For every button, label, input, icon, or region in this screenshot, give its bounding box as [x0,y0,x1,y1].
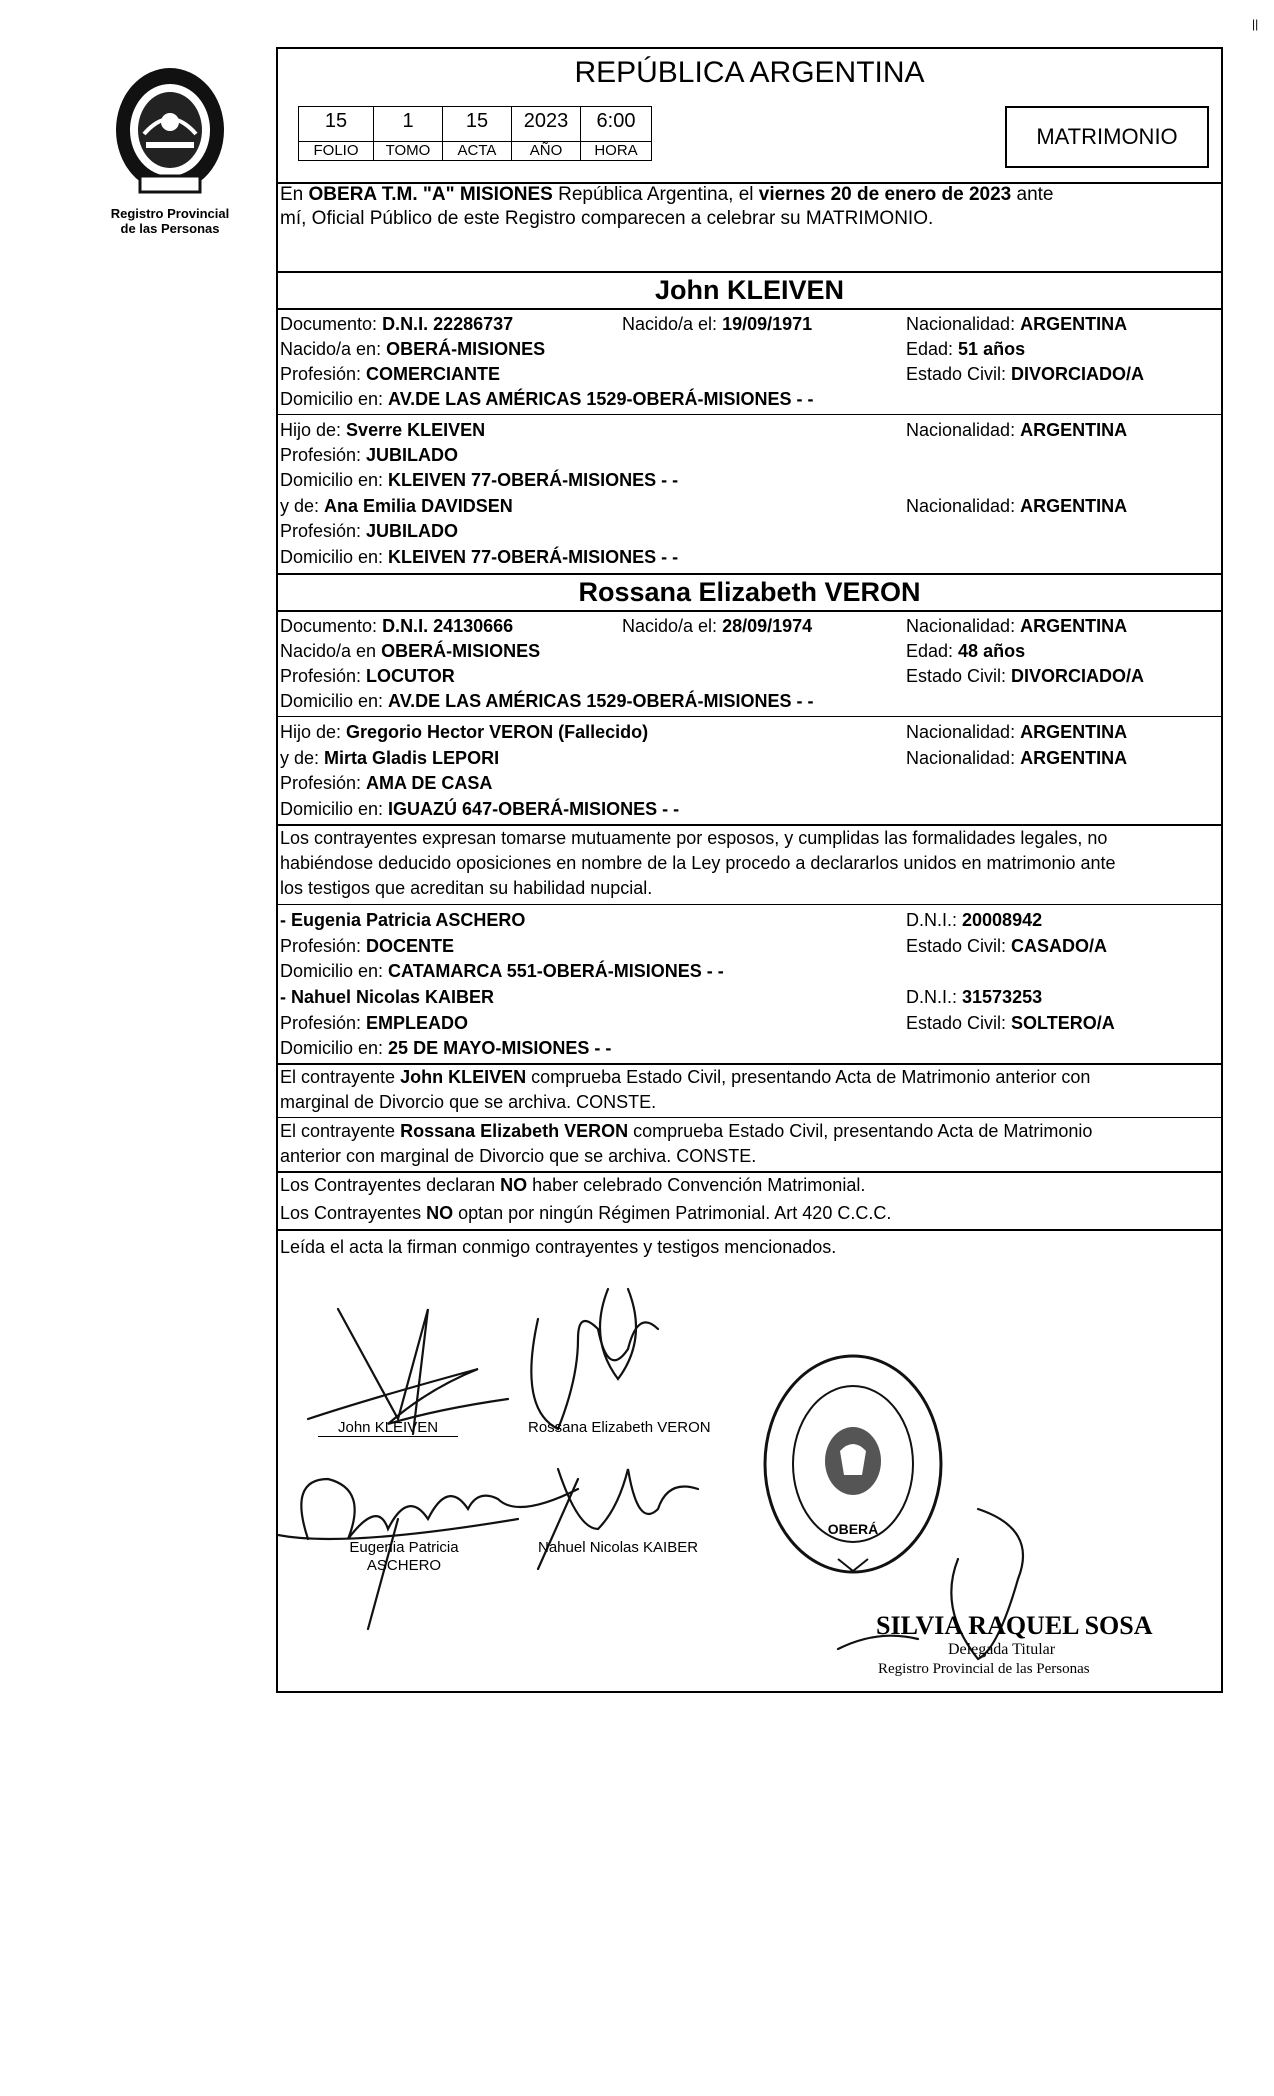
certificate-frame [276,47,1223,1693]
groom-mother: y de: Ana Emilia DAVIDSEN [280,496,513,516]
logo-line-1: Registro Provincial [110,206,230,221]
bride-birthplace: Nacido/a en OBERÁ-MISIONES [280,641,541,661]
bride-document: Documento: D.N.I. 24130666 [280,616,514,636]
logo-line-2: de las Personas [120,221,220,236]
record-type-box: MATRIMONIO [1005,106,1209,168]
official-role: Delegada Titular [948,1641,1056,1658]
corner-mark: || [1252,17,1259,31]
province-seal-icon [100,64,240,204]
closing-statement: Leída el acta la firman conmigo contrayentes y testigos mencionados. [280,1237,837,1257]
groom-address: Domicilio en: AV.DE LAS AMÉRICAS 1529-OBERÁ-MISIONES - - [280,389,814,409]
note-regime: Los Contrayentes NO optan por ningún Régimen Patrimonial. Art 420 C.C.C. [280,1203,892,1223]
hora-label: HORA [580,141,652,161]
intro-line-2: mí, Oficial Público de este Registro comparecen a celebrar su MATRIMONIO. [280,208,934,229]
bride-birthdate: Nacido/a el: 28/09/1974 [622,616,813,636]
folio-value: 15 [298,106,374,142]
folio-label: FOLIO [298,141,374,161]
bride-age: Edad: 48 años [906,641,1026,661]
ano-label: AÑO [511,141,581,161]
signature-label-witness-2: Nahuel Nicolas KAIBER [538,1539,699,1556]
groom-profession: Profesión: COMERCIANTE [280,364,501,384]
bride-mother-nationality: Nacionalidad: ARGENTINA [906,748,1128,768]
declaration-line-1: Los contrayentes expresan tomarse mutuamente por esposos, y cumplidas las formalidades legales, no [280,828,1108,848]
bride-mother-address: Domicilio en: IGUAZÚ 647-OBERÁ-MISIONES - - [280,799,680,819]
note-bride-line-1: El contrayente Rossana Elizabeth VERON comprueba Estado Civil, presentando Acta de Matrimonio [280,1121,1093,1141]
page-title: REPÚBLICA ARGENTINA [574,56,925,89]
bride-address: Domicilio en: AV.DE LAS AMÉRICAS 1529-OBERÁ-MISIONES - - [280,691,814,711]
tomo-value: 1 [373,106,443,142]
groom-father-nationality: Nacionalidad: ARGENTINA [906,420,1128,440]
bride-father-nationality: Nacionalidad: ARGENTINA [906,722,1128,742]
groom-mother-address: Domicilio en: KLEIVEN 77-OBERÁ-MISIONES - - [280,547,679,567]
groom-mother-profession: Profesión: JUBILADO [280,521,459,541]
ano-value: 2023 [511,106,581,142]
signature-label-witness-1: Eugenia Patricia ASCHERO [349,1539,459,1574]
groom-civil-status: Estado Civil: DIVORCIADO/A [906,364,1145,384]
stamp-city: OBERÁ [827,1521,879,1537]
witness-1-civil-status: Estado Civil: CASADO/A [906,936,1108,956]
hora-value: 6:00 [580,106,652,142]
witness-2-name: - Nahuel Nicolas KAIBER [280,987,495,1007]
signature-label-groom: John KLEIVEN [338,1419,439,1436]
groom-birthplace: Nacido/a en: OBERÁ-MISIONES [280,339,546,359]
groom-father: Hijo de: Sverre KLEIVEN [280,420,486,440]
official-stamp-icon [758,1349,948,1579]
groom-name: John KLEIVEN [654,275,844,305]
groom-mother-nationality: Nacionalidad: ARGENTINA [906,496,1128,516]
groom-birthdate: Nacido/a el: 19/09/1971 [622,314,813,334]
groom-nationality: Nacionalidad: ARGENTINA [906,314,1128,334]
groom-father-address: Domicilio en: KLEIVEN 77-OBERÁ-MISIONES - - [280,470,679,490]
note-groom-line-2: marginal de Divorcio que se archiva. CONSTE. [280,1092,657,1112]
declaration-line-2: habiéndose deducido oposiciones en nombre de la Ley procedo a declararlos unidos en matrimonio ante [280,853,1116,873]
groom-age: Edad: 51 años [906,339,1026,359]
note-groom-line-1: El contrayente John KLEIVEN comprueba Estado Civil, presentando Acta de Matrimonio anterior con [280,1067,1091,1087]
witness-1-dni: D.N.I.: 20008942 [906,910,1043,930]
signature-label-bride: Rossana Elizabeth VERON [528,1419,711,1436]
registry-stamp [758,1349,948,1579]
groom-document: Documento: D.N.I. 22286737 [280,314,514,334]
official-name: SILVIA RAQUEL SOSA [876,1611,1153,1640]
bride-profession: Profesión: LOCUTOR [280,666,455,686]
witness-2-civil-status: Estado Civil: SOLTERO/A [906,1013,1115,1033]
witness-1-profession: Profesión: DOCENTE [280,936,455,956]
bride-father: Hijo de: Gregorio Hector VERON (Fallecido) [280,722,649,742]
note-convention: Los Contrayentes declaran NO haber celebrado Convención Matrimonial. [280,1175,866,1195]
witness-2-dni: D.N.I.: 31573253 [906,987,1043,1007]
bride-mother-profession: Profesión: AMA DE CASA [280,773,493,793]
witness-2-address: Domicilio en: 25 DE MAYO-MISIONES - - [280,1038,612,1058]
bride-mother: y de: Mirta Gladis LEPORI [280,748,500,768]
witness-2-profession: Profesión: EMPLEADO [280,1013,469,1033]
intro-line-1: En OBERA T.M. "A" MISIONES República Argentina, el viernes 20 de enero de 2023 ante [280,184,1054,205]
registry-table [298,106,652,164]
note-bride-line-2: anterior con marginal de Divorcio que se archiva. CONSTE. [280,1146,757,1166]
tomo-label: TOMO [373,141,443,161]
acta-value: 15 [442,106,512,142]
bride-name: Rossana Elizabeth VERON [578,577,921,607]
witness-1-name: - Eugenia Patricia ASCHERO [280,910,526,930]
declaration-line-3: los testigos que acreditan su habilidad nupcial. [280,878,653,898]
groom-father-profession: Profesión: JUBILADO [280,445,459,465]
bride-civil-status: Estado Civil: DIVORCIADO/A [906,666,1145,686]
registry-logo [100,64,240,244]
bride-nationality: Nacionalidad: ARGENTINA [906,616,1128,636]
acta-label: ACTA [442,141,512,161]
official-org: Registro Provincial de las Personas [878,1661,1090,1677]
witness-1-address: Domicilio en: CATAMARCA 551-OBERÁ-MISIONES - - [280,961,724,981]
